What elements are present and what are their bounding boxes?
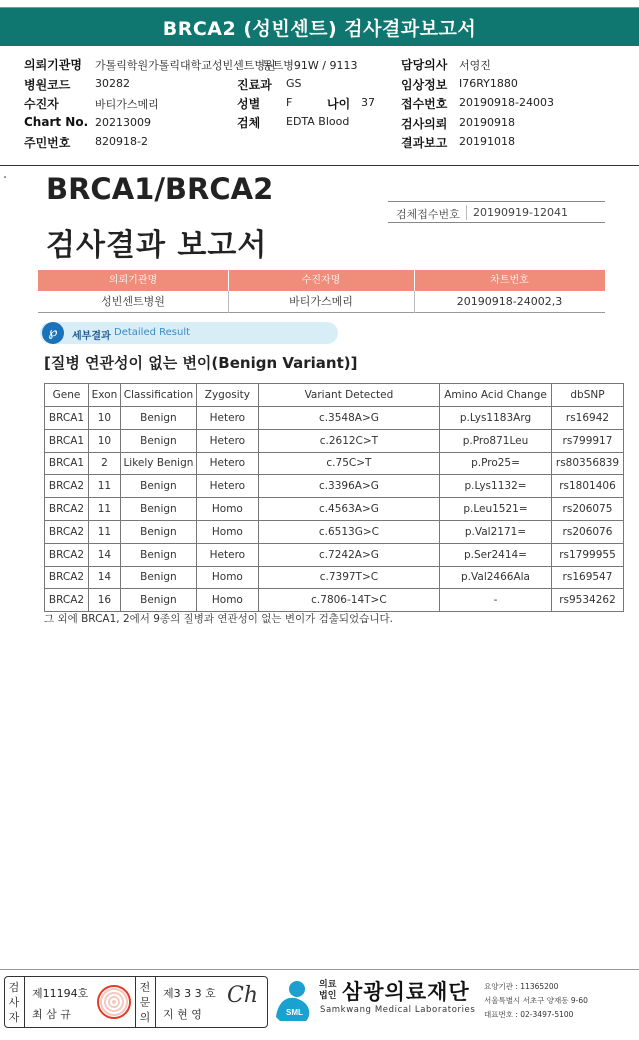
variant-cell-amino-acid: p.Val2466Ala <box>440 566 552 589</box>
examiner-label: 검사자 <box>8 981 20 1024</box>
corp-name: 삼광의료재단 <box>342 980 470 1004</box>
variant-cell-zygosity: Homo <box>196 498 258 521</box>
ward-value: 동트병91W / 9113 <box>262 59 358 72</box>
examinee-label: 수진자 <box>24 97 59 111</box>
variant-row <box>45 543 624 566</box>
variant-cell-exon: 16 <box>88 589 120 612</box>
variant-row <box>45 566 624 589</box>
variant-cell-variant: c.7397T>C <box>258 566 439 589</box>
variant-cell-classification: Benign <box>120 475 196 498</box>
variant-cell-classification: Benign <box>120 589 196 612</box>
col-exon: Exon <box>88 384 120 407</box>
variant-cell-amino-acid: p.Lys1183Arg <box>440 407 552 430</box>
variant-cell-exon: 14 <box>88 566 120 589</box>
variant-cell-variant: c.7242A>G <box>258 543 439 566</box>
variant-cell-dbsnp: rs80356839 <box>551 452 623 475</box>
variant-cell-zygosity: Homo <box>196 520 258 543</box>
result-report-value: 20191018 <box>459 135 515 148</box>
variant-cell-dbsnp: rs9534262 <box>551 589 623 612</box>
variant-cell-dbsnp: rs1799955 <box>551 543 623 566</box>
variant-footnote: 그 외에 BRCA1, 2에서 9종의 질병과 연관성이 없는 변이가 검출되었습니다. <box>44 613 393 625</box>
sml-logo-icon <box>272 977 316 1023</box>
variant-cell-classification: Benign <box>120 407 196 430</box>
variant-cell-zygosity: Hetero <box>196 452 258 475</box>
variant-cell-classification: Benign <box>120 566 196 589</box>
patient-info-panel <box>0 50 639 166</box>
variant-cell-classification: Benign <box>120 543 196 566</box>
accession-divider <box>466 205 467 220</box>
col-classification: Classification <box>120 384 196 407</box>
requesting-institution-value: 가톨릭학원가톨릭대학교성빈센트병원 <box>95 59 276 72</box>
hospital-value-divider <box>228 291 229 313</box>
variant-cell-dbsnp: rs169547 <box>551 566 623 589</box>
age-value: 37 <box>361 96 375 109</box>
resident-no-label: 주민번호 <box>24 136 71 150</box>
variant-cell-gene: BRCA1 <box>45 429 89 452</box>
specialist-signature: Ch <box>227 983 259 1008</box>
col-gene: Gene <box>45 384 89 407</box>
corp-type: 의료법인 <box>319 980 337 1001</box>
variant-cell-exon: 11 <box>88 520 120 543</box>
department-value: GS <box>286 77 302 90</box>
hospital-value-institution: 성빈센트병원 <box>101 295 165 308</box>
resident-no-value: 820918-2 <box>95 135 148 148</box>
variant-cell-exon: 14 <box>88 543 120 566</box>
hospital-code-value: 30282 <box>95 77 130 90</box>
variant-cell-amino-acid: p.Val2171= <box>440 520 552 543</box>
variant-cell-zygosity: Homo <box>196 566 258 589</box>
variant-cell-exon: 11 <box>88 498 120 521</box>
hospital-table-value-row <box>38 291 605 313</box>
variant-cell-gene: BRCA1 <box>45 452 89 475</box>
variant-cell-gene: BRCA2 <box>45 498 89 521</box>
clinical-info-label: 임상정보 <box>401 78 448 92</box>
benign-variant-section-title: [질병 연관성이 없는 변이(Benign Variant)] <box>44 354 358 372</box>
variant-cell-dbsnp: rs799917 <box>551 429 623 452</box>
col-variant: Variant Detected <box>258 384 439 407</box>
variant-row <box>45 407 624 430</box>
test-request-label: 검사의뢰 <box>401 117 448 131</box>
variant-cell-zygosity: Homo <box>196 589 258 612</box>
examiner-license: 제11194호 <box>32 987 89 1000</box>
hospital-header-examinee: 수진자명 <box>301 275 341 286</box>
specialist-name: 지 현 영 <box>163 1008 202 1021</box>
variant-cell-amino-acid: p.Pro25= <box>440 452 552 475</box>
variant-cell-gene: BRCA2 <box>45 520 89 543</box>
hospital-table-header-row <box>38 270 605 291</box>
variant-cell-gene: BRCA2 <box>45 475 89 498</box>
variant-cell-gene: BRCA2 <box>45 566 89 589</box>
detail-result-label-en: Detailed Result <box>114 327 191 338</box>
variant-cell-zygosity: Hetero <box>196 407 258 430</box>
department-label: 진료과 <box>237 78 272 92</box>
chart-no-label: Chart No. <box>24 115 89 129</box>
care-institution-no: 요양기관 : 11365200 <box>484 982 559 991</box>
variant-cell-dbsnp: rs206075 <box>551 498 623 521</box>
variant-cell-variant: c.2612C>T <box>258 429 439 452</box>
report-heading-title: 검사결과 보고서 <box>46 228 268 263</box>
variant-table-body <box>45 407 624 612</box>
specimen-label: 검체 <box>237 116 261 130</box>
variant-table-header-row <box>45 384 624 407</box>
hospital-table <box>38 270 605 313</box>
corp-address: 서울특별시 서초구 양재동 9-60 <box>484 996 588 1005</box>
physician-value: 서영진 <box>459 59 491 72</box>
sex-value: F <box>286 96 293 109</box>
variant-row <box>45 452 624 475</box>
variant-cell-variant: c.4563A>G <box>258 498 439 521</box>
variant-cell-zygosity: Hetero <box>196 543 258 566</box>
ribbon-icon: ℘ <box>42 322 64 344</box>
hospital-value-examinee: 바티가스메리 <box>289 295 353 308</box>
variant-row <box>45 475 624 498</box>
test-request-value: 20190918 <box>459 116 515 129</box>
variant-cell-classification: Benign <box>120 520 196 543</box>
variant-row <box>45 589 624 612</box>
signbox-divider <box>135 977 136 1027</box>
variant-row <box>45 429 624 452</box>
receipt-no-value: 20190918-24003 <box>459 96 554 109</box>
variant-cell-amino-acid: p.Ser2414= <box>440 543 552 566</box>
report-heading-gene: BRCA1/BRCA2 <box>46 172 274 206</box>
hospital-header-divider <box>414 270 415 291</box>
hospital-header-chart: 차트번호 <box>490 275 529 286</box>
variant-cell-variant: c.75C>T <box>258 452 439 475</box>
variant-cell-amino-acid: p.Leu1521= <box>440 498 552 521</box>
variant-cell-dbsnp: rs1801406 <box>551 475 623 498</box>
sex-label: 성별 <box>237 97 261 111</box>
col-dbsnp: dbSNP <box>551 384 623 407</box>
variant-cell-exon: 10 <box>88 429 120 452</box>
accession-box <box>388 201 605 223</box>
variant-cell-gene: BRCA2 <box>45 589 89 612</box>
variant-cell-variant: c.6513G>C <box>258 520 439 543</box>
hospital-code-label: 병원코드 <box>24 78 71 92</box>
variant-cell-dbsnp: rs16942 <box>551 407 623 430</box>
variant-cell-classification: Likely Benign <box>120 452 196 475</box>
signbox-divider <box>155 977 156 1027</box>
variant-row <box>45 498 624 521</box>
variant-cell-gene: BRCA1 <box>45 407 89 430</box>
variant-cell-amino-acid: p.Pro871Leu <box>440 429 552 452</box>
age-label: 나이 <box>327 97 351 111</box>
banner-title: BRCA2 (성빈센트) 검사결과보고서 <box>162 17 477 40</box>
specialist-license: 제3 3 3 호 <box>163 987 216 1000</box>
variant-cell-exon: 10 <box>88 407 120 430</box>
variant-cell-zygosity: Hetero <box>196 429 258 452</box>
variant-cell-zygosity: Hetero <box>196 475 258 498</box>
receipt-no-label: 접수번호 <box>401 97 448 111</box>
hospital-value-divider <box>414 291 415 313</box>
requesting-institution-label: 의뢰기관명 <box>24 58 82 72</box>
physician-label: 담당의사 <box>401 58 448 72</box>
variant-table <box>44 383 624 612</box>
result-report-label: 결과보고 <box>401 136 448 150</box>
variant-cell-gene: BRCA2 <box>45 543 89 566</box>
detail-result-label-ko: 세부결과 <box>72 331 111 342</box>
variant-cell-classification: Benign <box>120 498 196 521</box>
hospital-header-institution: 의뢰기관명 <box>108 275 158 286</box>
specimen-value: EDTA Blood <box>286 115 350 128</box>
variant-cell-dbsnp: rs206076 <box>551 520 623 543</box>
accession-label: 검체접수번호 <box>396 208 460 221</box>
col-amino-acid: Amino Acid Change <box>440 384 552 407</box>
accession-value: 20190919-12041 <box>473 206 568 219</box>
examinee-value: 바티가스메리 <box>95 98 159 111</box>
signature-box <box>4 976 268 1028</box>
hospital-value-chart: 20190918-24002,3 <box>456 295 563 308</box>
signbox-divider <box>24 977 25 1027</box>
variant-cell-amino-acid: - <box>440 589 552 612</box>
scan-mark <box>4 176 6 178</box>
variant-cell-amino-acid: p.Lys1132= <box>440 475 552 498</box>
footer-rule <box>0 969 639 970</box>
examiner-name: 최 삼 규 <box>32 1008 71 1021</box>
col-zygosity: Zygosity <box>196 384 258 407</box>
variant-cell-exon: 2 <box>88 452 120 475</box>
variant-cell-variant: c.3548A>G <box>258 407 439 430</box>
chart-no-value: 20213009 <box>95 116 151 129</box>
hospital-header-divider <box>228 270 229 291</box>
variant-cell-exon: 11 <box>88 475 120 498</box>
variant-row <box>45 520 624 543</box>
corp-phone: 대표번호 : 02-3497-5100 <box>484 1010 574 1019</box>
variant-cell-variant: c.3396A>G <box>258 475 439 498</box>
variant-cell-classification: Benign <box>120 429 196 452</box>
corp-name-en: Samkwang Medical Laboratories <box>320 1005 476 1015</box>
sml-logo-text: SML <box>286 1008 303 1017</box>
variant-cell-variant: c.7806-14T>C <box>258 589 439 612</box>
specialist-label: 전문의 <box>139 981 151 1024</box>
examiner-seal-stamp <box>97 985 131 1019</box>
report-banner <box>0 8 639 46</box>
clinical-info-value: I76RY1880 <box>459 77 518 90</box>
